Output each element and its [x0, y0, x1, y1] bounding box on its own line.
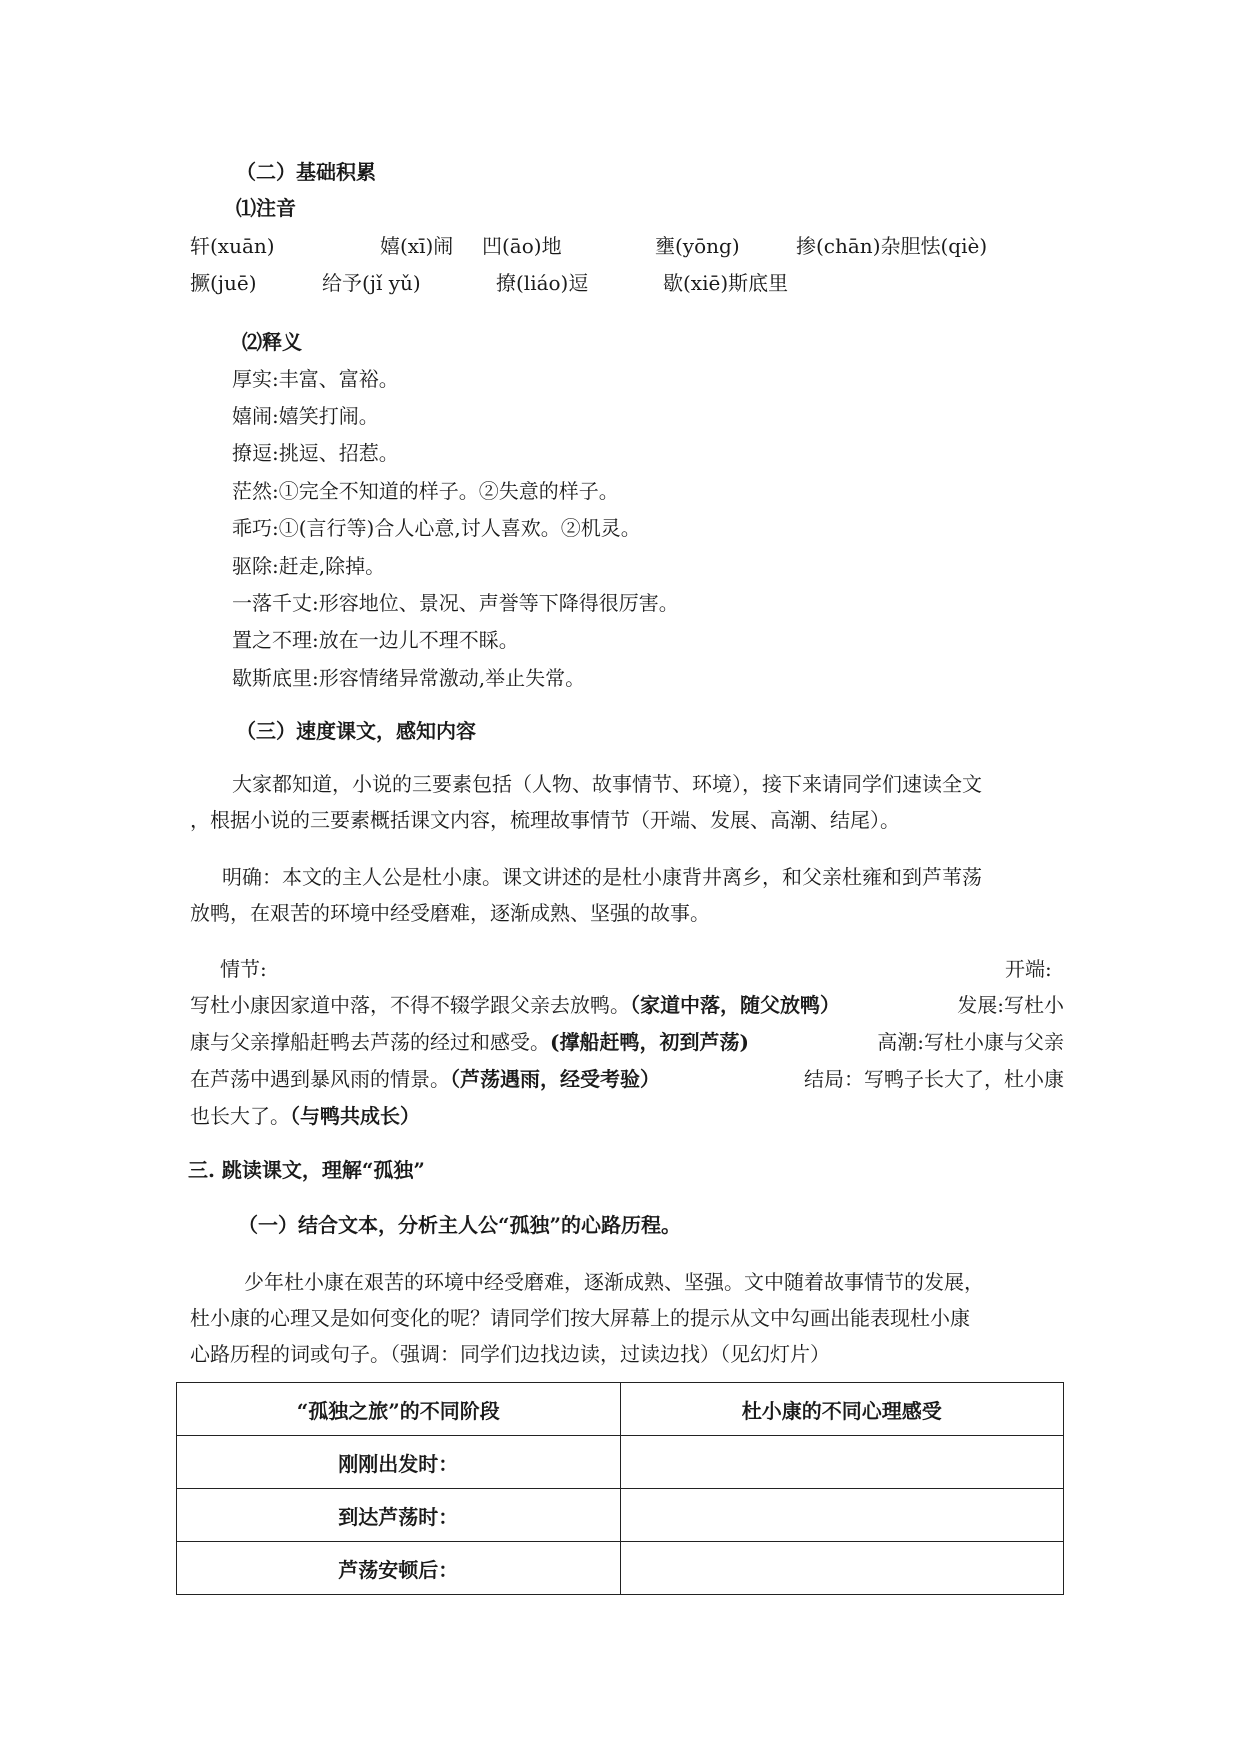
pinyin-item: 壅(yōng): [655, 234, 740, 258]
reading-intro-line: 大家都知道，小说的三要素包括（人物、故事情节、环境），接下来请同学们速读全文: [232, 772, 982, 796]
definition-item: 乖巧:①(言行等)合人心意,讨人喜欢。②机灵。: [232, 516, 641, 540]
definition-item: 厚实:丰富、富裕。: [232, 367, 399, 391]
table-row: [177, 1489, 1064, 1542]
pinyin-item: 嬉(xī)闹: [380, 234, 454, 258]
table-cell-feeling: [620, 1542, 1064, 1595]
pinyin-item: 给予(jǐ yǔ): [322, 271, 421, 295]
plot-line: [190, 1030, 1064, 1054]
definition-item: 茫然:①完全不知道的样子。②失意的样子。: [232, 479, 619, 503]
definition-item: 歇斯底里:形容情绪异常激动,举止失常。: [232, 666, 586, 690]
table-cell-feeling: [620, 1436, 1064, 1489]
plot-text: 写杜小康因家道中落，不得不辍学跟父亲去放鸭。: [190, 993, 630, 1017]
plot-line: [190, 1067, 1064, 1091]
plot-text: 高潮:写杜小康与父亲: [877, 1030, 1064, 1054]
table-cell-stage: 芦荡安顿后：: [177, 1542, 621, 1595]
plot-start-label: 开端:: [1005, 957, 1052, 981]
section-three-subheading: （一）结合文本，分析主人公“孤独”的心路历程。: [238, 1213, 682, 1237]
reading-intro-line: ，根据小说的三要素概括课文内容，梳理故事情节（开端、发展、高潮、结尾）。: [190, 808, 900, 832]
plot-text: 发展:写杜小: [957, 993, 1064, 1017]
definition-item: 置之不理:放在一边儿不理不睬。: [232, 628, 519, 652]
section-reading-heading: （三）速度课文，感知内容: [236, 719, 476, 743]
section-three-para-line: 心路历程的词或句子。（强调：同学们边找边读，过读边找）（见幻灯片）: [190, 1342, 830, 1366]
stages-table: [176, 1382, 1064, 1595]
definition-item: 嬉闹:嬉笑打闹。: [232, 404, 379, 428]
section-three-para-line: 杜小康的心理又是如何变化的呢？请同学们按大屏幕上的提示从文中勾画出能表现杜小康: [190, 1306, 970, 1330]
plot-line: [190, 993, 1064, 1017]
pinyin-item: 凹(āo)地: [482, 234, 562, 258]
clarify-line: 放鸭，在艰苦的环境中经受磨难，逐渐成熟、坚强的故事。: [190, 901, 710, 925]
plot-text: 在芦荡中遇到暴风雨的情景。: [190, 1067, 450, 1091]
plot-text: 结局：写鸭子长大了，杜小康: [804, 1067, 1064, 1091]
plot-summary: （芦荡遇雨，经受考验）: [450, 1067, 660, 1091]
pinyin-item: 歇(xiē)斯底里: [663, 271, 789, 295]
definition-item: 撩逗:挑逗、招惹。: [232, 441, 399, 465]
pinyin-item: 撩(liáo)逗: [496, 271, 589, 295]
table-header-row: [177, 1383, 1064, 1436]
table-cell-stage: 刚刚出发时：: [177, 1436, 621, 1489]
plot-summary: （家道中落，随父放鸭）: [630, 993, 840, 1017]
table-header-stage: “孤独之旅”的不同阶段: [177, 1383, 621, 1436]
plot-summary: (撑船赶鸭，初到芦荡): [550, 1030, 749, 1054]
pinyin-item: 轩(xuān): [190, 234, 275, 258]
table-cell-feeling: [620, 1489, 1064, 1542]
pinyin-item: 掺(chān)杂胆怯(qiè): [796, 234, 988, 258]
plot-text: 也长大了。: [190, 1104, 290, 1128]
table-row: [177, 1542, 1064, 1595]
section-three-para-line: 少年杜小康在艰苦的环境中经受磨难，逐渐成熟、坚强。文中随着故事情节的发展，: [244, 1270, 984, 1294]
definitions-heading: ⑵释义: [242, 330, 302, 354]
section-three-heading: 三. 跳读课文，理解“孤独”: [188, 1158, 425, 1182]
section-basics-heading: （二）基础积累: [236, 160, 376, 184]
pinyin-heading: ⑴注音: [236, 196, 296, 220]
table-row: [177, 1436, 1064, 1489]
plot-line: [190, 1104, 420, 1128]
table-cell-stage: 到达芦荡时：: [177, 1489, 621, 1542]
plot-summary: （与鸭共成长）: [290, 1104, 420, 1128]
table-header-feeling: 杜小康的不同心理感受: [620, 1383, 1064, 1436]
plot-label: 情节:: [220, 957, 267, 981]
pinyin-item: 撅(juē): [190, 271, 257, 295]
clarify-line: 明确：本文的主人公是杜小康。课文讲述的是杜小康背井离乡，和父亲杜雍和到芦苇荡: [222, 865, 982, 889]
definition-item: 一落千丈:形容地位、景况、声誉等下降得很厉害。: [232, 591, 679, 615]
plot-text: 康与父亲撑船赶鸭去芦荡的经过和感受。: [190, 1030, 550, 1054]
definition-item: 驱除:赶走,除掉。: [232, 554, 386, 578]
